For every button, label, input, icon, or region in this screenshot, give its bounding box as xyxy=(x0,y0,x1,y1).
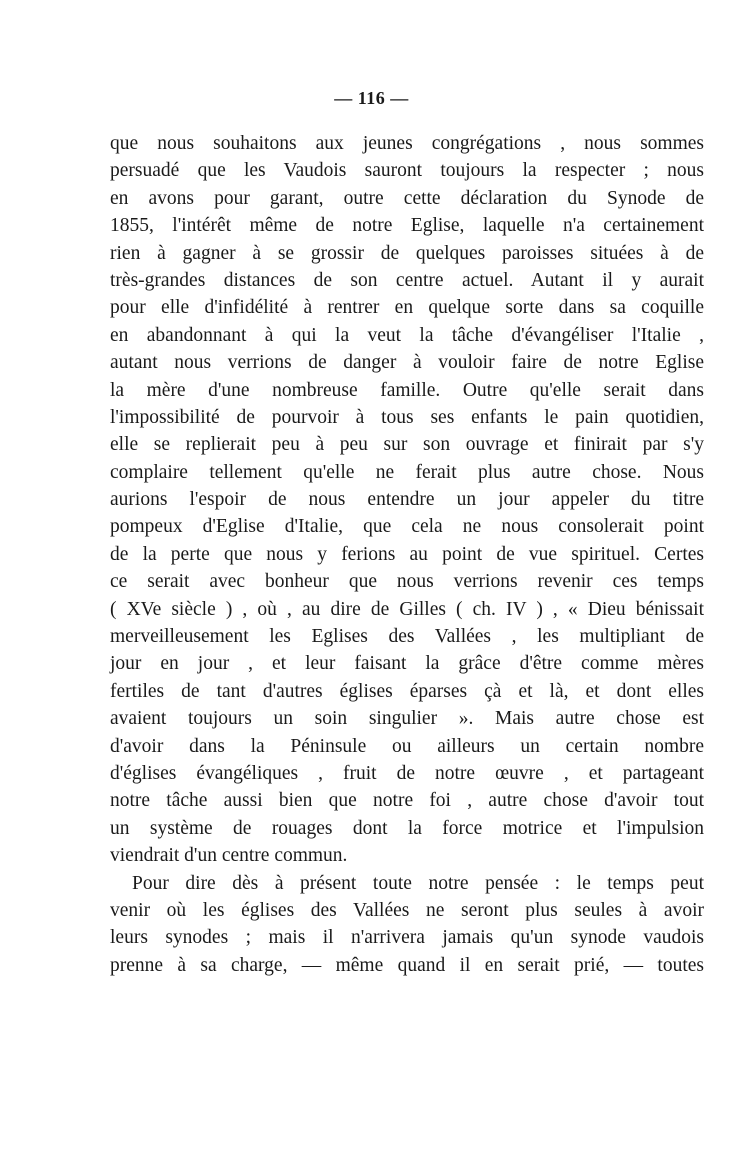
text-line: en avons pour garant, outre cette déclaration du Synode de xyxy=(110,187,704,209)
text-line: complaire tellement qu'elle ne ferait plus autre chose. Nous xyxy=(110,461,704,483)
text-line: persuadé que les Vaudois sauront toujours la respecter ; nous xyxy=(110,160,704,182)
text-line: la mère d'une nombreuse famille. Outre qu'elle serait dans xyxy=(110,379,704,401)
body-text xyxy=(110,130,704,979)
text-line: prenne à sa charge, — même quand il en serait prié, — toutes xyxy=(110,954,704,976)
text-line: que nous souhaitons aux jeunes congrégations , nous sommes xyxy=(110,133,704,154)
text-line: venir où les églises des Vallées ne seront plus seules à avoir xyxy=(110,899,704,921)
text-line: 1855, l'intérêt même de notre Eglise, laquelle n'a certainement xyxy=(110,215,704,237)
text-line: d'églises évangéliques , fruit de notre œuvre , et partageant xyxy=(110,762,704,784)
text-line: d'avoir dans la Péninsule ou ailleurs un certain nombre xyxy=(110,735,704,757)
text-line-paragraph-end: viendrait d'un centre commun. xyxy=(110,845,348,867)
text-line: aurions l'espoir de nous entendre un jour appeler du titre xyxy=(110,489,704,511)
text-line: de la perte que nous y ferions au point de vue spirituel. Certes xyxy=(110,543,704,565)
text-line: avaient toujours un soin singulier ». Mais autre chose est xyxy=(110,708,704,730)
text-line: elle se replierait peu à peu sur son ouvrage et finirait par s'y xyxy=(110,434,704,456)
text-line: l'impossibilité de pourvoir à tous ses enfants le pain quotidien, xyxy=(110,406,704,428)
text-line: ce serait avec bonheur que nous verrions revenir ces temps xyxy=(110,571,704,593)
text-line: pour elle d'infidélité à rentrer en quelque sorte dans sa coquille xyxy=(110,297,704,319)
text-line: notre tâche aussi bien que notre foi , autre chose d'avoir tout xyxy=(110,790,704,812)
text-line: ( XVe siècle ) , où , au dire de Gilles ( ch. IV ) , « Dieu bénissait xyxy=(110,598,704,620)
text-line: jour en jour , et leur faisant la grâce d'être comme mères xyxy=(110,653,704,675)
text-line: un système de rouages dont la force motrice et l'impulsion xyxy=(110,817,704,839)
text-line: fertiles de tant d'autres églises éparses çà et là, et dont elles xyxy=(110,680,704,702)
text-line: autant nous verrions de danger à vouloir faire de notre Eglise xyxy=(110,352,704,374)
page-number: — 116 — xyxy=(334,88,409,108)
text-line: leurs synodes ; mais il n'arrivera jamais qu'un synode vaudois xyxy=(110,927,704,949)
text-line: pompeux d'Eglise d'Italie, que cela ne nous consolerait point xyxy=(110,516,704,538)
text-line: très-grandes distances de son centre actuel. Autant il y aurait xyxy=(110,269,704,291)
text-line-paragraph-start: Pour dire dès à présent toute notre pensée : le temps peut xyxy=(132,872,704,894)
text-line: rien à gagner à se grossir de quelques paroisses situées à de xyxy=(110,242,704,264)
text-line: merveilleusement les Eglises des Vallées , les multipliant de xyxy=(110,626,704,648)
text-line: en abandonnant à qui la veut la tâche d'évangéliser l'Italie , xyxy=(110,324,704,346)
